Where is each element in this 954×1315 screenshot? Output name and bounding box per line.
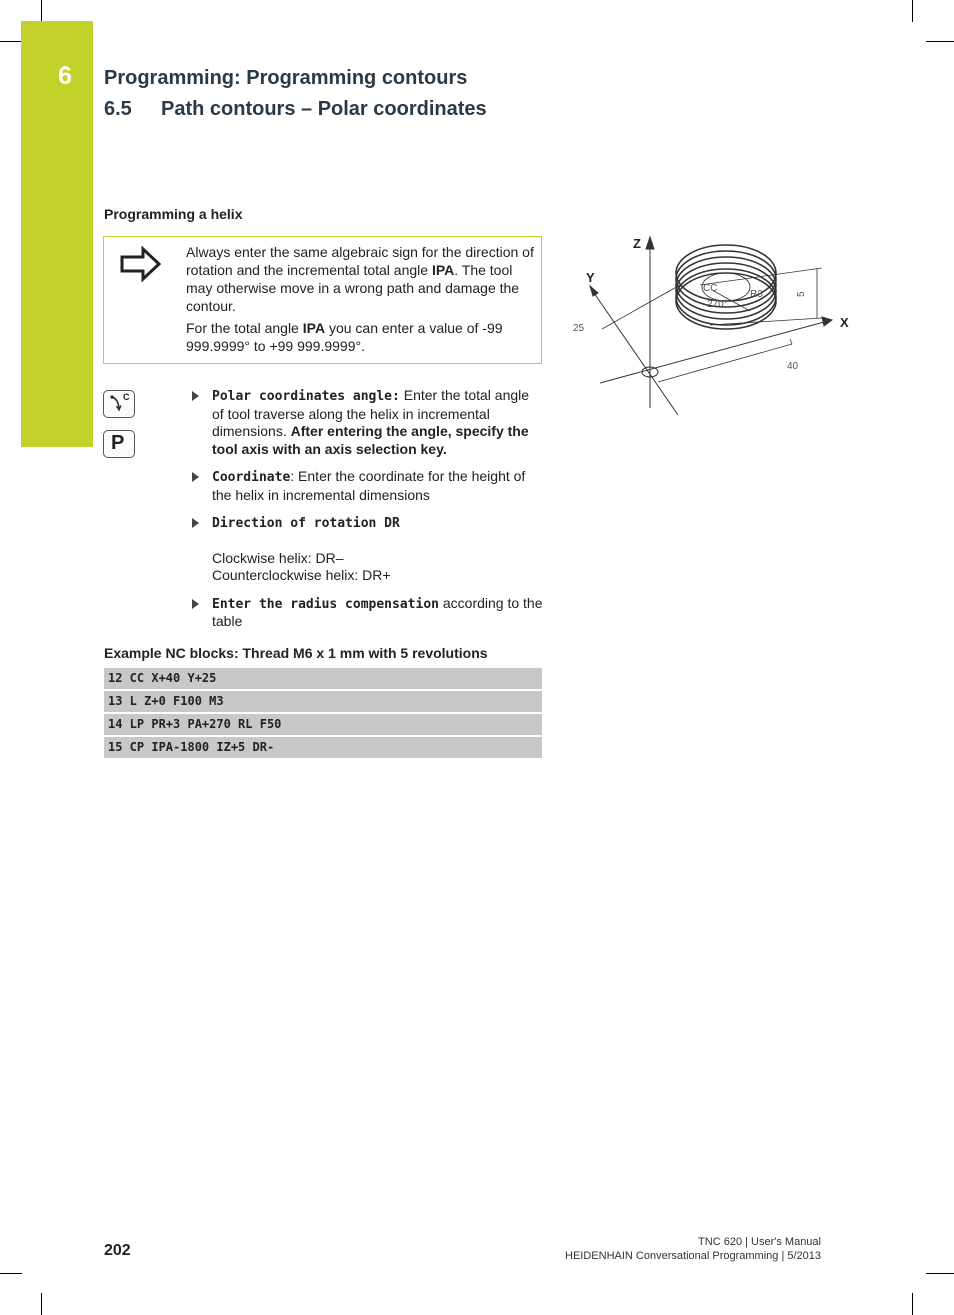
bullet-triangle-icon [192, 391, 199, 401]
crop-mark [926, 41, 954, 42]
step-label: Polar coordinates angle: [212, 389, 400, 404]
dim-line-25 [602, 285, 680, 329]
note-p1-ipa: IPA [431, 262, 455, 278]
crop-mark [41, 1293, 42, 1315]
note-text [186, 243, 538, 359]
dim-tick [790, 339, 792, 344]
crop-mark [926, 1273, 954, 1274]
note-p1-text-end: . The tool may otherwise move in a wrong path and damage the contour. [186, 262, 520, 314]
step-label: Direction of rotation DR [212, 516, 400, 531]
cc-label: CC [703, 283, 718, 294]
table-row: 13 L Z+0 F100 M3 [104, 691, 542, 712]
polar-key-icon [103, 430, 135, 458]
note-paragraph [186, 319, 538, 355]
chapter-title: Programming: Programming contours [104, 67, 468, 89]
section-title [104, 98, 487, 121]
r3-label: R3 [750, 289, 763, 300]
crop-mark [41, 0, 42, 22]
step-text: Enter the total angle of tool traverse along the helix in incremental dimensions. [212, 387, 530, 439]
note-paragraph [186, 243, 538, 315]
nc-block-table [104, 668, 542, 760]
subheading: Programming a helix [104, 206, 243, 222]
bullet-triangle-icon [192, 472, 199, 482]
y-axis-line [594, 293, 678, 415]
section-number: 6.5 [104, 98, 132, 120]
note-p2-ipa: IPA [302, 320, 326, 336]
step-detail: Clockwise helix: DR– [212, 549, 344, 566]
cp-key-icon [103, 390, 135, 418]
cp-key-letter: C [123, 392, 130, 402]
section-title-text: Path contours – Polar coordinates [161, 98, 487, 120]
step-label: Enter the radius compensation [212, 596, 439, 612]
polar-key-letter: P [111, 432, 125, 454]
step-text: : Enter the coordinate for the height of the helix in incremental dimensions [212, 468, 526, 503]
footer-line: TNC 620 | User's Manual [698, 1236, 821, 1248]
bullet-triangle-icon [192, 599, 199, 609]
step-emphasis: After entering the angle, specify the tool axis with an axis selection key. [212, 423, 529, 457]
x-axis-line [600, 322, 824, 383]
chapter-number: 6 [58, 62, 72, 90]
note-p1-text: Always enter the same algebraic sign for the direction of rotation and the incremental total angle [186, 244, 534, 278]
step-text: according to the table [212, 594, 543, 629]
table-row: 12 CC X+40 Y+25 [104, 668, 542, 689]
crop-mark [912, 1293, 913, 1315]
angle-label: 270° [707, 299, 728, 310]
bullet-triangle-icon [192, 518, 199, 528]
note-p2-text: For the total angle [186, 320, 303, 336]
x-axis-label: X [840, 315, 849, 330]
step-detail: Counterclockwise helix: DR+ [212, 567, 391, 583]
crop-mark [0, 41, 22, 42]
dim-25-label: 25 [573, 323, 585, 334]
z-axis-label: Z [633, 236, 641, 251]
list-item [192, 468, 544, 504]
chapter-sidebar [21, 21, 93, 447]
list-item [192, 514, 544, 585]
y-axis-label: Y [586, 270, 595, 285]
dim-5-label: 5 [796, 291, 807, 297]
step-list [192, 387, 544, 641]
table-row: 15 CP IPA-1800 IZ+5 DR- [104, 737, 542, 758]
dim-line-40 [658, 344, 792, 382]
example-heading: Example NC blocks: Thread M6 x 1 mm with 5 revolutions [104, 645, 488, 661]
step-label: Coordinate [212, 470, 291, 485]
footer-info [565, 1235, 821, 1263]
helix-diagram [560, 225, 860, 420]
table-row: 14 LP PR+3 PA+270 RL F50 [104, 714, 542, 735]
crop-mark [0, 1273, 22, 1274]
x-axis-arrow [822, 317, 832, 326]
arrow-right-icon [119, 245, 163, 283]
note-p2-text-end: you can enter a value of -99 999.9999° to +99 999.9999°. [186, 320, 503, 354]
page-number: 202 [104, 1242, 131, 1259]
list-item [192, 595, 544, 631]
footer-line: HEIDENHAIN Conversational Programming | 5/2013 [565, 1250, 821, 1262]
dim-40-label: 40 [787, 361, 799, 372]
list-item [192, 387, 544, 458]
z-axis-arrow [646, 237, 654, 249]
crop-mark [912, 0, 913, 22]
y-axis-arrow [590, 286, 598, 296]
